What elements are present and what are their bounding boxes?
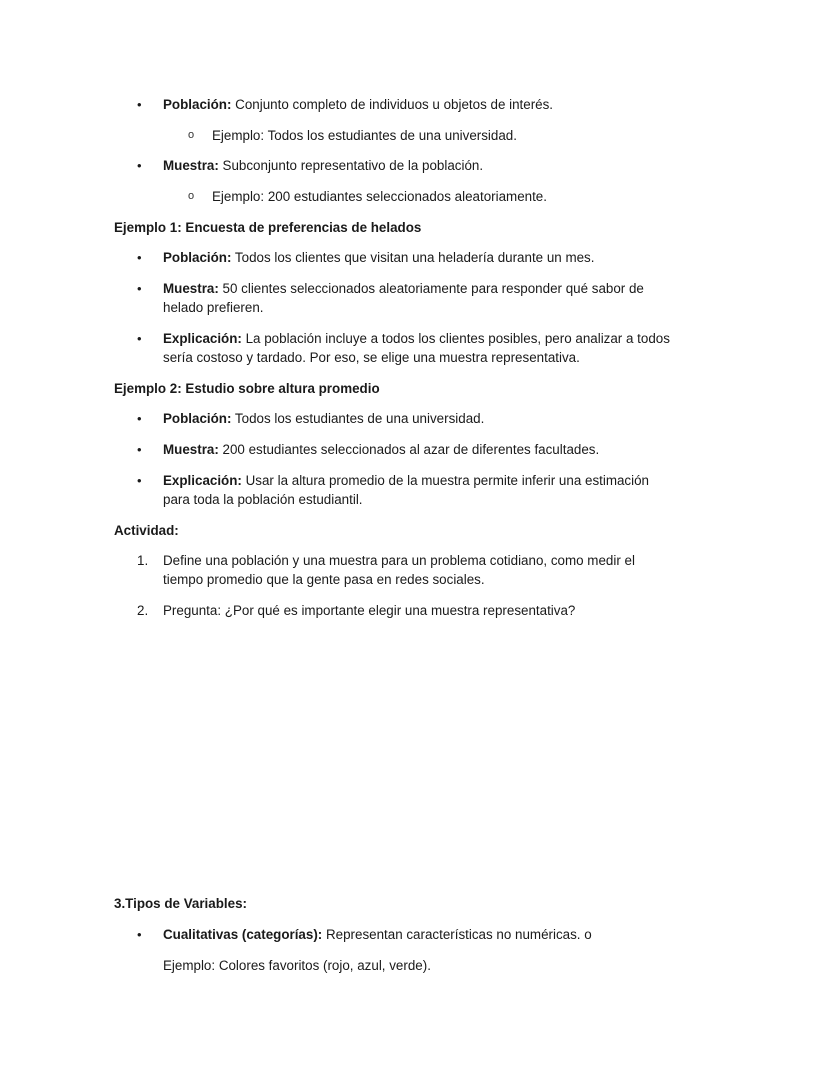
sub-bullet-icon: o	[188, 190, 195, 202]
term-text: Subconjunto representativo de la población.	[218, 158, 484, 173]
term-text: 200 estudiantes seleccionados al azar de diferentes facultades.	[218, 442, 600, 457]
item-number: 1.	[137, 553, 149, 568]
term-text-continued: helado prefieren.	[163, 300, 264, 315]
term-text-continued: sería costoso y tardado. Por eso, se elige una muestra representativa.	[163, 350, 580, 365]
term-text: Usar la altura promedio de la muestra permite inferir una estimación	[241, 473, 649, 488]
term-label: Población:	[163, 411, 232, 426]
item-text: Define una población y una muestra para un problema cotidiano, como medir el	[163, 553, 635, 568]
term-label: Explicación:	[163, 331, 242, 346]
section-heading-ejemplo-2: Ejemplo 2: Estudio sobre altura promedio	[114, 381, 380, 396]
bullet-icon: •	[137, 281, 142, 296]
term-text: Todos los estudiantes de una universidad.	[231, 411, 485, 426]
bullet-icon: •	[137, 331, 142, 346]
section-heading-ejemplo-1: Ejemplo 1: Encuesta de preferencias de helados	[114, 220, 422, 235]
term-label: Muestra:	[163, 158, 219, 173]
bullet-icon: •	[137, 411, 142, 426]
item-number: 2.	[137, 603, 149, 618]
term-text: Conjunto completo de individuos u objetos de interés.	[231, 97, 554, 112]
term-label: Explicación:	[163, 473, 242, 488]
term-label: Cualitativas (categorías):	[163, 927, 323, 942]
item-text: Pregunta: ¿Por qué es importante elegir una muestra representativa?	[163, 603, 576, 618]
bullet-icon: •	[137, 97, 142, 112]
bullet-icon: •	[137, 473, 142, 488]
bullet-icon: •	[137, 442, 142, 457]
section-heading-actividad: Actividad:	[114, 523, 179, 538]
term-label: Población:	[163, 250, 232, 265]
bullet-icon: •	[137, 927, 142, 942]
term-text-continued: para toda la población estudiantil.	[163, 492, 363, 507]
item-text-continued: tiempo promedio que la gente pasa en redes sociales.	[163, 572, 485, 587]
term-label: Muestra:	[163, 281, 219, 296]
term-label: Población:	[163, 97, 232, 112]
section-heading-tipos-variables: 3.Tipos de Variables:	[114, 896, 247, 911]
term-text: Todos los clientes que visitan una heladería durante un mes.	[231, 250, 595, 265]
sub-bullet-icon: o	[188, 129, 195, 141]
term-label: Muestra:	[163, 442, 219, 457]
example-text: Ejemplo: Todos los estudiantes de una universidad.	[212, 128, 517, 143]
term-text: 50 clientes seleccionados aleatoriamente para responder qué sabor de	[218, 281, 644, 296]
bullet-icon: •	[137, 250, 142, 265]
term-text: La población incluye a todos los clientes posibles, pero analizar a todos	[241, 331, 670, 346]
term-text: Representan características no numéricas. o	[322, 927, 592, 942]
bullet-icon: •	[137, 158, 142, 173]
example-text: Ejemplo: Colores favoritos (rojo, azul, verde).	[163, 958, 431, 973]
example-text: Ejemplo: 200 estudiantes seleccionados aleatoriamente.	[212, 189, 547, 204]
